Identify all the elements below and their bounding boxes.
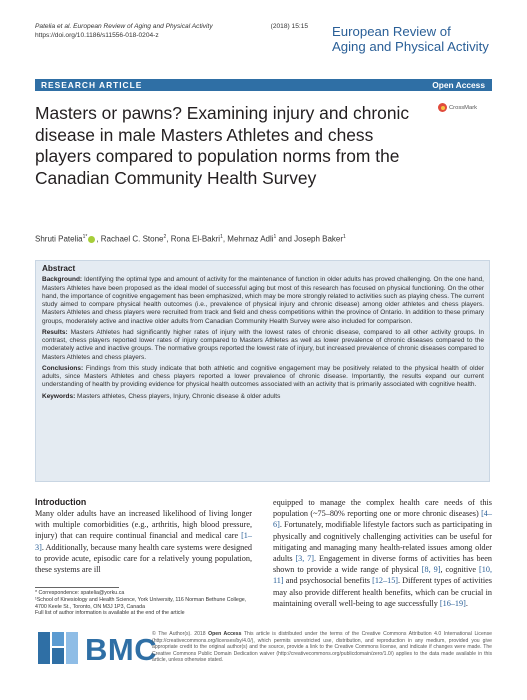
body-text: and psychosocial benefits xyxy=(283,576,373,586)
reference-link[interactable]: [3, 7] xyxy=(295,554,315,564)
conclusions-text: Findings from this study indicate that both athletic and cognitive engagement may be positively related to the physical health of older adults, since Masters Athletes and chess players reported a lower prevalence of chronic disease. Importantly, the results expand our current understanding of health by providing evidence for physical health outcomes associated with an activity that is primarily associated with cognitive health. xyxy=(42,364,484,389)
footnote-divider xyxy=(35,587,119,588)
author-name[interactable]: Shruti Patelia xyxy=(35,234,83,244)
reference-link[interactable]: [12–15] xyxy=(372,576,399,586)
abstract-results xyxy=(42,329,484,362)
body-column-right xyxy=(273,497,492,609)
crossmark-icon xyxy=(438,103,447,112)
abstract-keywords xyxy=(42,393,484,401)
body-text: . Fortunately, modifiable lifestyle factors such as participating in physically and cognitively challenging activities can be useful for mitigating and managing many health-related issues among older adults xyxy=(273,520,492,564)
author-name[interactable]: and Joseph Baker xyxy=(276,234,344,244)
license-statement xyxy=(152,631,492,664)
reference-link[interactable]: [8, 9] xyxy=(421,565,441,575)
year-pages: (2018) 15:15 xyxy=(270,23,309,30)
background-text: Identifying the optimal type and amount of activity for the maintenance of function in older adults has proved challenging. On the one hand, Masters Athletes have been proposed as the ideal model of successful aging but most of this research has focused on physical functioning. On the other hand, the importance of cognitive engagement has been emphasized, which may be more strongly related to activities such as playing chess. The current study aimed to compare physical health outcomes (i.e., prevalence of physical injury and chronic disease) among older athletes and chess players. Masters Athletes and chess players were recruited from track and field and chess competitions within the province of Ontario. In addition to these primary groups, moderately active and inactive older adults from Canadian Community Health Survey were also included for comparison. xyxy=(42,276,484,325)
body-text: . xyxy=(465,598,468,608)
conclusions-label: Conclusions: xyxy=(42,364,84,372)
license-text: This article is distributed under the terms of the Creative Commons Attribution 4.0 International License (http://creativecommons.org/licenses/by/4.0/), which permits unrestricted use, distribution, and reproduction in any medium, provided you give appropriate credit to the original author(s) and the source, provide a link to the Creative Commons license, and indicate if changes were made. The Creative Commons Public Domain Dedication waiver (http://creativecommons.org/publicdomain/zero/1.0/) applies to the data made available in this article, unless otherwise stated. xyxy=(152,631,492,663)
body-text: equipped to manage the complex health care needs of this population (~75–80% reporting one or more chronic diseases) xyxy=(273,498,492,519)
body-column-left xyxy=(35,497,252,575)
author-name[interactable]: , Rachael C. Stone xyxy=(96,234,164,244)
author-list xyxy=(35,232,346,245)
journal-name xyxy=(332,24,492,54)
abstract xyxy=(42,265,484,404)
article-title: Masters or pawns? Examining injury and chronic disease in male Masters Athletes and chess players compared to population norms from the Canadian Community Health Survey xyxy=(35,103,410,188)
background-label: Background: xyxy=(42,276,83,284)
reference-link[interactable]: [16–19] xyxy=(439,598,466,608)
footnote xyxy=(35,590,257,617)
body-text: . Different types of activities may also provide different health benefits, which can be crucial in maintaining overall well-being to age successfully xyxy=(273,576,492,608)
journal-name-line1: European Review of xyxy=(332,24,451,39)
author-name[interactable]: , Rona El-Bakri xyxy=(166,234,221,244)
abstract-conclusions xyxy=(42,365,484,390)
crossmark-badge[interactable] xyxy=(438,103,493,113)
keywords-label: Keywords: xyxy=(42,392,76,400)
author-affiliation: 1 xyxy=(220,234,223,240)
author-affiliation: 2 xyxy=(163,234,167,240)
author-affiliation: 1 xyxy=(273,234,277,240)
reference-link[interactable]: [10, 11] xyxy=(273,565,493,586)
open-access-label: Open Access xyxy=(432,80,485,90)
keywords-text: Masters athletes, Chess players, Injury, Chronic disease & older adults xyxy=(75,392,281,400)
abstract-background xyxy=(42,276,484,326)
affiliation: ¹School of Kinesiology and Health Science, York University, 116 Norman Bethune College, 4700 Keele St., Toronto, ON M3J 1P3, Canada xyxy=(35,596,247,610)
section-heading: Introduction xyxy=(35,497,87,507)
results-label: Results: xyxy=(42,328,68,336)
citation: Patelia et al. European Review of Aging and Physical Activity xyxy=(35,23,213,30)
bmc-logo-text: BMC xyxy=(85,632,158,667)
author-affiliation: 1* xyxy=(82,234,88,240)
journal-name-line2: Aging and Physical Activity xyxy=(332,39,489,54)
doi-link[interactable]: https://doi.org/10.1186/s11556-018-0204-z xyxy=(35,32,159,39)
copyright-text: © The Author(s). 2018 xyxy=(152,631,209,637)
reference-link[interactable]: [4–6] xyxy=(273,509,492,530)
body-text: , cognitive xyxy=(440,565,480,575)
crossmark-label: CrossMark xyxy=(449,105,478,112)
results-text: Masters Athletes had significantly higher rates of injury with the lowest rates of chronic disease, compared to all other activity groups. In contrast, chess players reported lower rates of injury compared to Masters Athletes as well as lower prevalence of chronic diseases compared to the moderately active and inactive groups. The normative groups reported the lowest rate of injury, but increased prevalence of chronic diseases compared to Masters Athletes and chess players. xyxy=(42,328,484,361)
orcid-icon[interactable] xyxy=(88,236,95,243)
reference-link[interactable]: [1–3] xyxy=(35,531,252,552)
correspondence-email[interactable]: * Correspondence: spatelia@yorku.ca xyxy=(35,590,125,596)
abstract-heading: Abstract xyxy=(42,264,76,273)
body-text: . Engagement in diverse forms of activities has been shown to provide a wide range of physical xyxy=(273,554,493,575)
running-header xyxy=(35,22,308,40)
article-type-label: RESEARCH ARTICLE xyxy=(41,80,143,90)
author-name[interactable]: , Mehrnaz Adli xyxy=(222,234,274,244)
body-text: Many older adults have an increased likelihood of living longer with multiple comorbidities (e.g., arthritis, high blood pressure, injury) that can require continual financial and medical care xyxy=(35,509,252,541)
body-text: . Additionally, because many health care systems were designed to provide acute, episodic care for a relatively young population, these systems are ill xyxy=(35,542,252,575)
author-affiliation: 1 xyxy=(343,234,346,240)
open-access-text: Open Access xyxy=(208,631,242,637)
author-info-note: Full list of author information is available at the end of the article xyxy=(35,610,185,617)
